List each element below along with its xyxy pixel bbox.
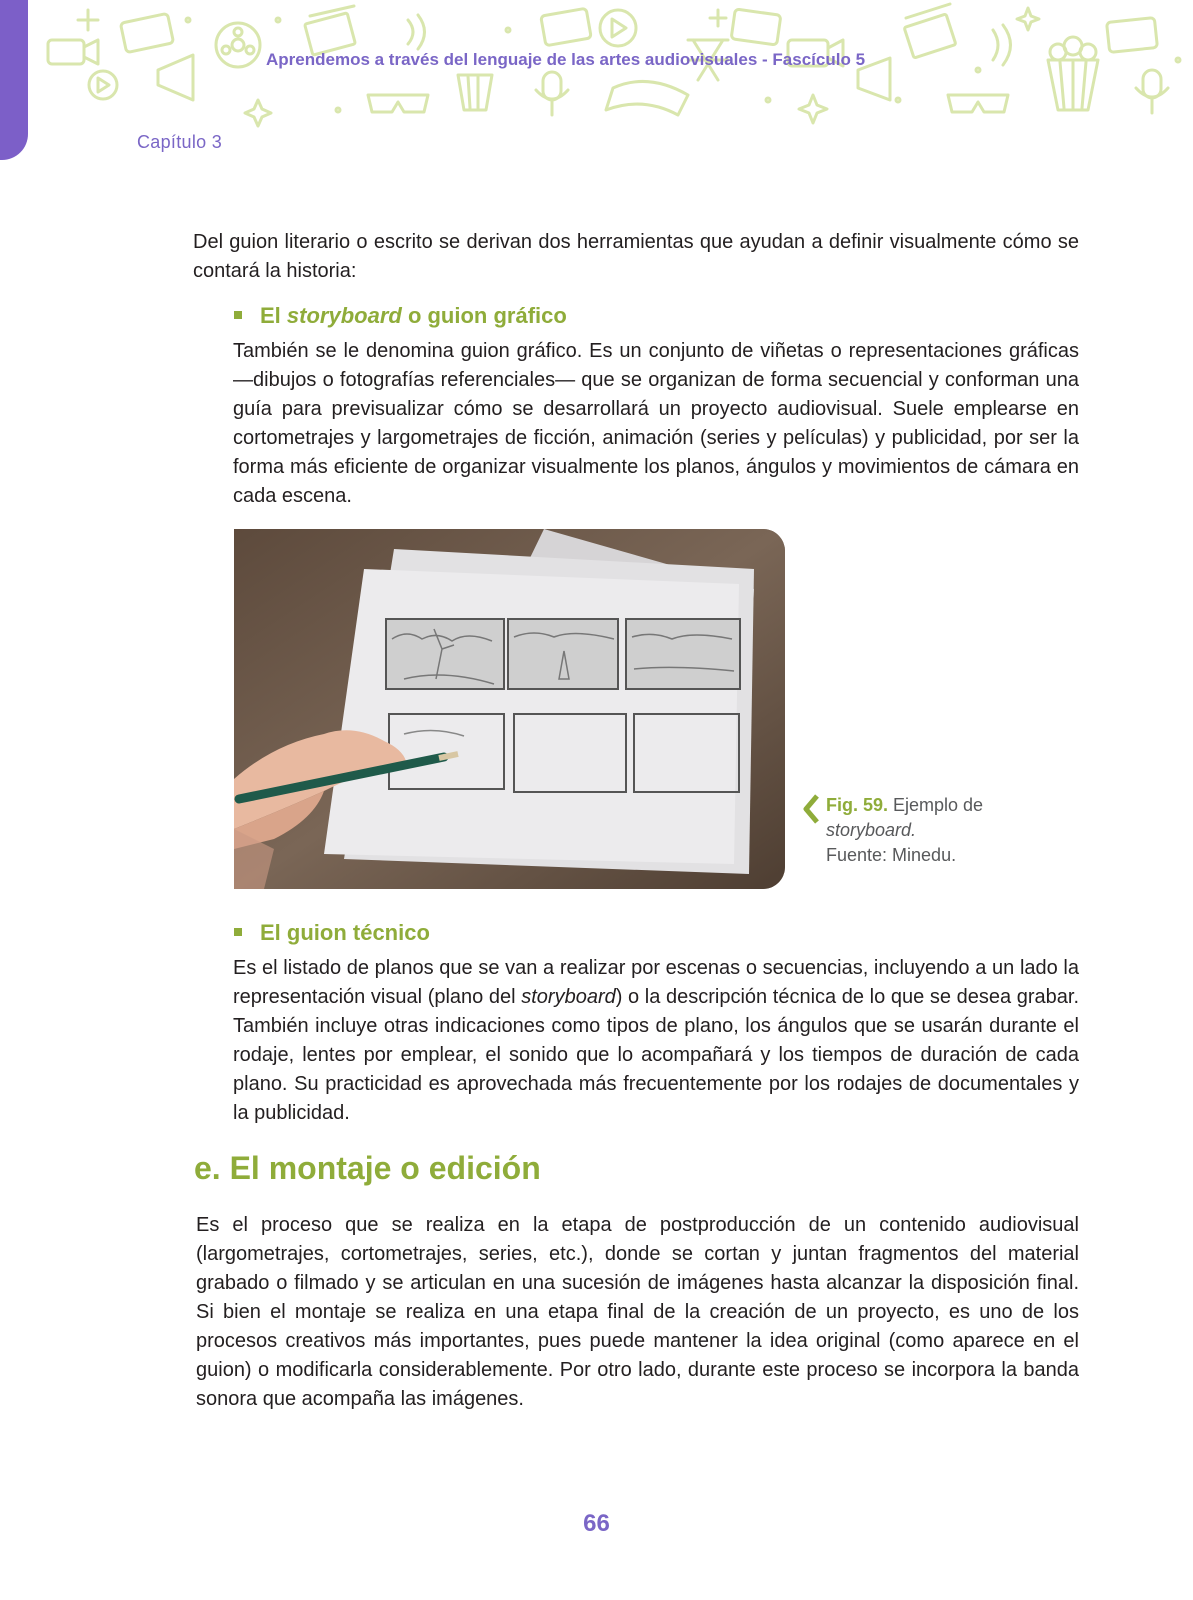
technical-heading: El guion técnico	[234, 920, 430, 946]
storyboard-illustration	[234, 529, 785, 889]
section-title: e. El montaje o edición	[194, 1150, 541, 1186]
header-title: Aprendemos a través del lenguaje de las artes audiovisuales - Fascículo 5	[266, 50, 866, 69]
side-tab	[0, 0, 28, 160]
chevron-left-icon	[803, 794, 819, 824]
intro-paragraph: Del guion literario o escrito se derivan dos herramientas que ayudan a definir visualmente cómo se contará la historia:	[193, 231, 1079, 282]
figure-number: Fig. 59.	[826, 795, 889, 815]
montage-paragraph: Es el proceso que se realiza en la etapa de postproducción de un contenido audiovisual (largometrajes, cortometrajes, series, etc.), donde se cortan y juntan fragmentos del material grabado o filmado y se articulan en una sucesión de imágenes hasta alcanzar la disposición final. Si bien el montaje se realiza en una etapa final de la creación de un proyecto, es uno de los procesos creativos más importantes, pues puede mantener la idea original (como aparece en el guion) o modificarla considerablemente. Por otro lado, durante este proceso se incorpora la banda sonora que acompaña las imágenes.	[196, 1214, 1079, 1410]
storyboard-photo	[234, 529, 785, 889]
figure-source: Fuente: Minedu.	[826, 845, 957, 865]
figure-caption: Fig. 59. Ejemplo de storyboard. Fuente: Minedu.	[826, 795, 984, 865]
bullet-square-icon	[234, 928, 242, 936]
page-number: 66	[583, 1510, 610, 1537]
technical-paragraph: Es el listado de planos que se van a realizar por escenas o secuencias, incluyendo a un lado la representación visual (plano del storyboard) o la descripción técnica de lo que se desea grabar. También incluye otras indicaciones como tipos de plano, los ángulos que se usarán durante el rodaje, lentes por emplear, el sonido que lo acompañará y los tiempos de duración de cada plano. Su practicidad es aprovechada más frecuentemente por los rodajes de documentales y la publicidad.	[233, 957, 1079, 1124]
chapter-label: Capítulo 3	[137, 132, 223, 152]
storyboard-heading: El storyboard o guion gráfico	[234, 303, 567, 329]
storyboard-paragraph: También se le denomina guion gráfico. Es un conjunto de viñetas o representaciones gráficas —dibujos o fotografías referenciales— que se organizan de forma secuencial y conforman una guía para previsualizar cómo se desarrollará un proyecto audiovisual. Suele emplearse en cortometrajes y largometrajes de ficción, animación (series y películas) y publicidad, por ser la forma más eficiente de organizar visualmente los planos, ángulos y movimientos de cámara en cada escena.	[233, 340, 1079, 507]
bullet-square-icon	[234, 311, 242, 319]
